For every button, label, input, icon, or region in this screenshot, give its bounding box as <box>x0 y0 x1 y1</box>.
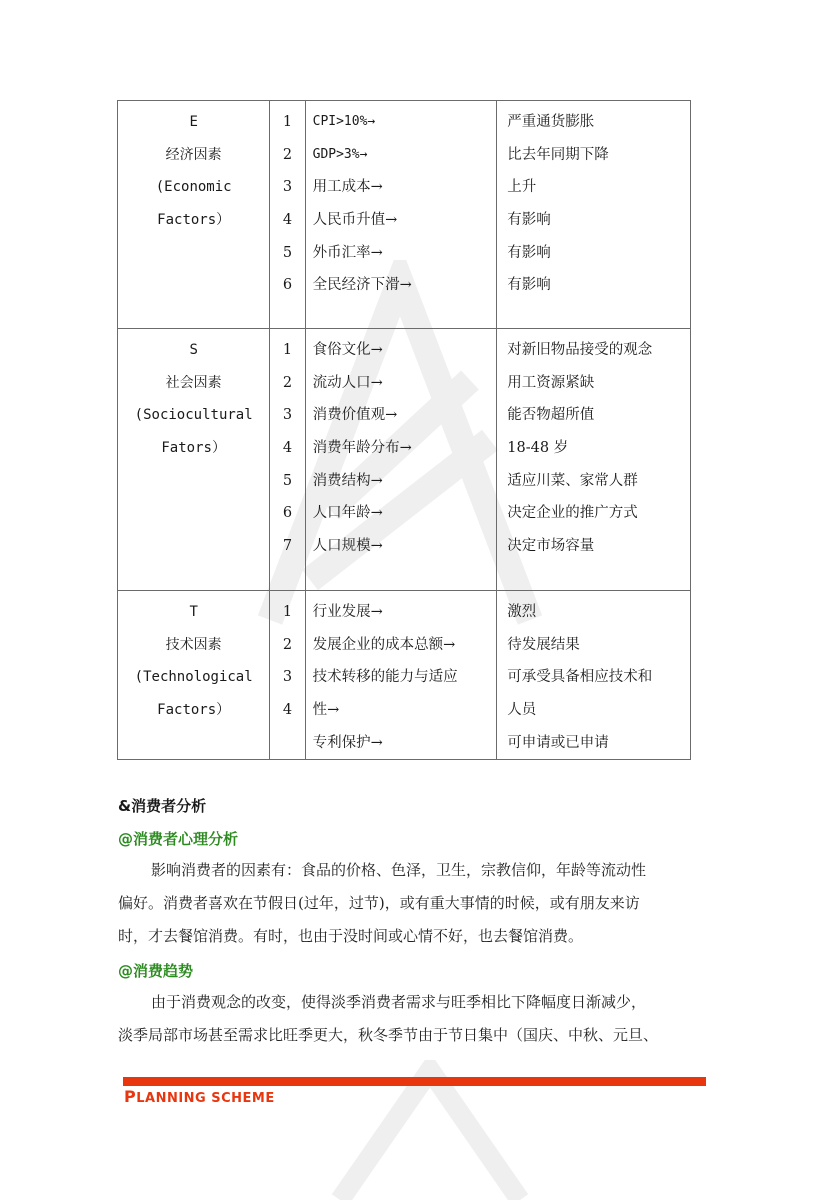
item-cell-line: 技术转移的能力与适应 <box>312 669 458 686</box>
factor-cell-line: Factors） <box>157 702 231 719</box>
factor-cell-line: 社会因素 <box>165 374 222 391</box>
number-cell-line: 2 <box>282 146 293 163</box>
value-cell-line: 人员 <box>507 702 537 719</box>
number-cell <box>270 329 305 591</box>
section-title-consumer-analysis: &消费者分析 <box>118 797 207 815</box>
value-cell-line: 能否物超所值 <box>507 407 595 424</box>
item-cell-line: 用工成本→ <box>312 179 383 196</box>
factor-cell <box>118 329 270 591</box>
number-cell-line: 5 <box>282 244 293 261</box>
value-cell <box>497 591 691 760</box>
item-cell-line: 发展企业的成本总额→ <box>312 636 456 653</box>
paragraph-line: 由于消费观念的改变，使得淡季消费者需求与旺季相比下降幅度日渐减少， <box>151 993 647 1011</box>
number-cell-line: 5 <box>282 472 293 489</box>
number-cell-line <box>270 727 304 760</box>
footer-planning-scheme <box>124 1087 275 1106</box>
number-cell-line: 4 <box>282 212 293 229</box>
footer-accent-bar <box>123 1077 706 1086</box>
factor-cell <box>118 101 270 329</box>
number-cell-line: 7 <box>282 538 293 555</box>
number-cell-line: 2 <box>282 374 293 391</box>
factor-cell-line: 经济因素 <box>165 146 222 163</box>
number-cell-line: 3 <box>282 179 293 196</box>
paragraph-line: 淡季局部市场甚至需求比旺季更大，秋冬季节由于节日集中（国庆、中秋、元旦、 <box>118 1026 659 1044</box>
table-row <box>118 591 691 760</box>
number-cell-line: 4 <box>282 702 293 719</box>
number-cell <box>270 101 305 329</box>
value-cell-line: 对新旧物品接受的观念 <box>507 342 653 358</box>
value-cell-line: 激烈 <box>507 604 537 620</box>
value-cell-line: 上升 <box>507 179 537 196</box>
item-cell-line: 外币汇率→ <box>312 244 383 261</box>
value-cell-line: 用工资源紧缺 <box>507 374 595 391</box>
value-cell-line: 有影响 <box>507 277 551 294</box>
number-cell-line: 6 <box>282 277 293 294</box>
number-cell-line: 1 <box>282 114 293 130</box>
factor-cell-line: (Technological <box>134 669 253 686</box>
item-cell-line: 行业发展→ <box>312 604 383 620</box>
factor-cell-line: (Economic <box>155 179 232 196</box>
number-cell-line: 2 <box>282 636 293 653</box>
item-cell-line: 流动人口→ <box>312 374 383 391</box>
factor-cell-line: (Sociocultural <box>134 407 253 424</box>
number-cell-line: 6 <box>282 505 293 522</box>
value-cell-line: 可承受具备相应技术和 <box>507 669 653 686</box>
value-cell-line: 适应川菜、家常人群 <box>507 472 638 489</box>
value-cell-line: 严重通货膨胀 <box>507 114 595 130</box>
item-cell <box>305 101 497 329</box>
number-cell <box>270 591 305 760</box>
value-cell <box>497 329 691 591</box>
number-cell-line: 3 <box>282 407 293 424</box>
value-cell-line: 决定企业的推广方式 <box>507 505 638 522</box>
factor-cell-line: T <box>189 604 198 620</box>
table-row <box>118 101 691 329</box>
pest-analysis-table <box>117 100 691 760</box>
value-cell-line: 待发展结果 <box>507 636 580 653</box>
paragraph-line: 偏好。消费者喜欢在节假日(过年，过节)，或有重大事情的时候，或有朋友来访 <box>118 894 640 912</box>
value-cell-line: 有影响 <box>507 212 551 229</box>
value-cell-line: 比去年同期下降 <box>507 146 609 163</box>
value-cell-line: 可申请或已申请 <box>507 734 609 751</box>
value-cell <box>497 101 691 329</box>
item-cell-line: 消费价值观→ <box>312 407 398 424</box>
item-cell-line: 消费年龄分布→ <box>312 440 412 457</box>
value-cell-line: 决定市场容量 <box>507 538 595 555</box>
paragraph-consumption-trend <box>118 986 693 1052</box>
factor-cell <box>118 591 270 760</box>
value-cell-line: 18-48 岁 <box>507 440 569 457</box>
factor-cell-line: E <box>189 114 198 130</box>
value-cell-line: 有影响 <box>507 244 551 261</box>
table-row <box>118 329 691 591</box>
factor-cell-line: Fators） <box>161 440 226 457</box>
number-cell-line: 1 <box>282 342 293 358</box>
factor-cell-line: Factors） <box>157 212 231 229</box>
item-cell-line: CPI>10%→ <box>312 114 376 129</box>
paragraph-line: 影响消费者的因素有：食品的价格、色泽，卫生，宗教信仰，年龄等流动性 <box>151 861 647 879</box>
footer-rest: LANNING SCHEME <box>136 1091 275 1106</box>
subsection-title-consumption-trend: @消费趋势 <box>118 962 194 980</box>
paragraph-line: 时，才去餐馆消费。有时，也由于没时间或心情不好，也去餐馆消费。 <box>118 927 584 945</box>
number-cell-line: 1 <box>282 604 293 620</box>
number-cell-line: 3 <box>282 669 293 686</box>
subsection-title-consumer-psychology: @消费者心理分析 <box>118 830 239 848</box>
footer-first-letter: P <box>124 1087 137 1106</box>
item-cell-line: 人口年龄→ <box>312 505 383 522</box>
factor-cell-line: 技术因素 <box>165 636 222 653</box>
item-cell-line: 专利保护→ <box>312 734 383 751</box>
item-cell <box>305 329 497 591</box>
paragraph-consumer-psychology <box>118 854 693 953</box>
item-cell-line: 人口规模→ <box>312 538 383 555</box>
item-cell-line: 消费结构→ <box>312 472 383 489</box>
item-cell-line: 人民币升值→ <box>312 212 398 229</box>
item-cell <box>305 591 497 760</box>
item-cell-line: 性→ <box>312 702 340 719</box>
item-cell-line: GDP>3%→ <box>312 146 368 162</box>
number-cell-line: 4 <box>282 440 293 457</box>
item-cell-line: 食俗文化→ <box>312 342 383 358</box>
factor-cell-line: S <box>189 342 198 358</box>
item-cell-line: 全民经济下滑→ <box>312 277 412 294</box>
